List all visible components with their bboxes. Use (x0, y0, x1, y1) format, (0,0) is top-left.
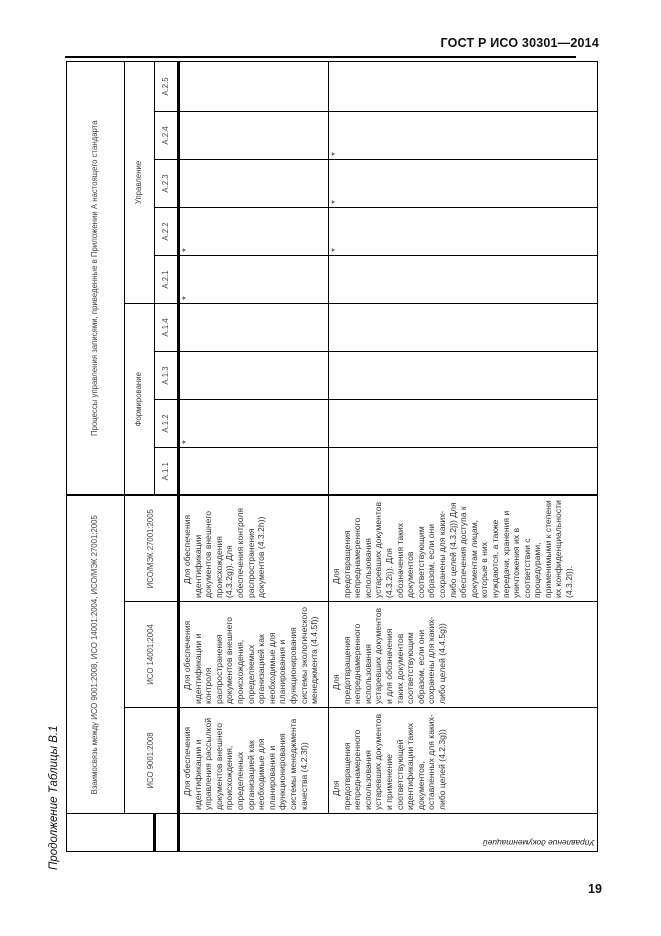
section-header-blank-2 (155, 814, 179, 852)
row2-mark-a13 (329, 352, 598, 400)
row1-mark-a25 (179, 61, 329, 111)
row1-iso27001: Для обеспечения идентификации документов внешнего происхождения (4.3.2g)). Для обеспечения контроля распространения документов (4.3.2h)) (179, 496, 329, 602)
row1-iso9001: Для обеспечения идентификации и управления рассылкой документов внешнего происхождения, определенных организацией как необходимые для планирования и функционирования системы менеджмента качества (4.2.3f)) (179, 708, 329, 814)
col-header-a12: А.1.2 (155, 400, 179, 448)
row2-mark-a25 (329, 61, 598, 111)
row1-mark-a22: * (179, 208, 329, 256)
row2-mark-a12 (329, 400, 598, 448)
col-header-a23: А.2.3 (155, 160, 179, 208)
col-header-iso9001: ИСО 9001:2008 (125, 708, 179, 814)
row2-mark-a11 (329, 448, 598, 496)
header-divider (65, 56, 576, 58)
col-header-a13: А.1.3 (155, 352, 179, 400)
table-row (329, 61, 598, 851)
row1-mark-a12: * (179, 400, 329, 448)
row1-mark-a23 (179, 160, 329, 208)
section-label: Управление документацией (483, 838, 595, 848)
row2-mark-a22: * (329, 208, 598, 256)
row2-mark-a14 (329, 304, 598, 352)
rotated-table-container (66, 62, 598, 852)
row1-mark-a24 (179, 112, 329, 160)
table-row (179, 61, 329, 851)
subgroup-header-formation: Формирование (125, 304, 155, 496)
document-standard-header: ГОСТ Р ИСО 30301—2014 (440, 36, 599, 50)
row1-mark-a21: * (179, 256, 329, 304)
group-header-processes: Процессы управления записями, приведенные в Приложении А настоящего стандарта (67, 61, 125, 495)
row2-iso9001: Для предотвращения непреднамеренного использования устаревших документов и применение соответствующей идентификации таких документов, оставленных для каких-либо целей (4.2.3g)) (329, 708, 598, 814)
col-header-iso27001: ИСО/МЭК 27001:2005 (125, 496, 179, 602)
row1-mark-a14 (179, 304, 329, 352)
col-header-iso14001: ИСО 14001:2004 (125, 602, 179, 708)
row2-mark-a23: * (329, 160, 598, 208)
row2-mark-a24: * (329, 112, 598, 160)
section-header-blank (67, 814, 155, 852)
row1-iso14001: Для обеспечения идентификации и контроля распространения документов внешнего происхождения, определяемых организацией как необходимые для планирования и функционирования системы экологического менеджмента (4.4.5f)) (179, 602, 329, 708)
row2-iso27001: Для предотвращения непреднамеренного использования устаревших документов (4.3.2i)). Для обозначения таких документов соответствующим образом, если они сохранены для каких-либо целей (4.3.2j)) Для обеспечения доступа к документам лицам, которые в них нуждаются, а также передачи, хранения и уничтожения их в соответствии с процедурами, применимыми к степени их конфиденциальности (4.3.2l)). (329, 496, 598, 602)
row1-mark-a13 (179, 352, 329, 400)
table-caption: Продолжение Таблицы В.1 (48, 725, 60, 870)
page-number: 19 (588, 882, 602, 896)
row2-mark-a21 (329, 256, 598, 304)
col-header-a25: А.2.5 (155, 61, 179, 111)
subgroup-header-control: Управление (125, 61, 155, 303)
row1-mark-a11 (179, 448, 329, 496)
correspondence-table (66, 61, 598, 852)
col-header-a14: А.1.4 (155, 304, 179, 352)
col-header-a24: А.2.4 (155, 112, 179, 160)
col-header-a22: А.2.2 (155, 208, 179, 256)
col-header-a11: А.1.1 (155, 448, 179, 496)
section-label-cell (179, 814, 598, 852)
group-header-standards: Взаимосвязь между ИСО 9001:2008, ИСО 14001:2004, ИСО/МЭК 27001:2005 (67, 496, 125, 814)
row2-iso14001: Для предотвращения непреднамеренного использования устаревших документов и для обозначения таких документов соответствующим образом, если они сохранены для каких-либо целей (4.4.5g)) (329, 602, 598, 708)
col-header-a21: А.2.1 (155, 256, 179, 304)
